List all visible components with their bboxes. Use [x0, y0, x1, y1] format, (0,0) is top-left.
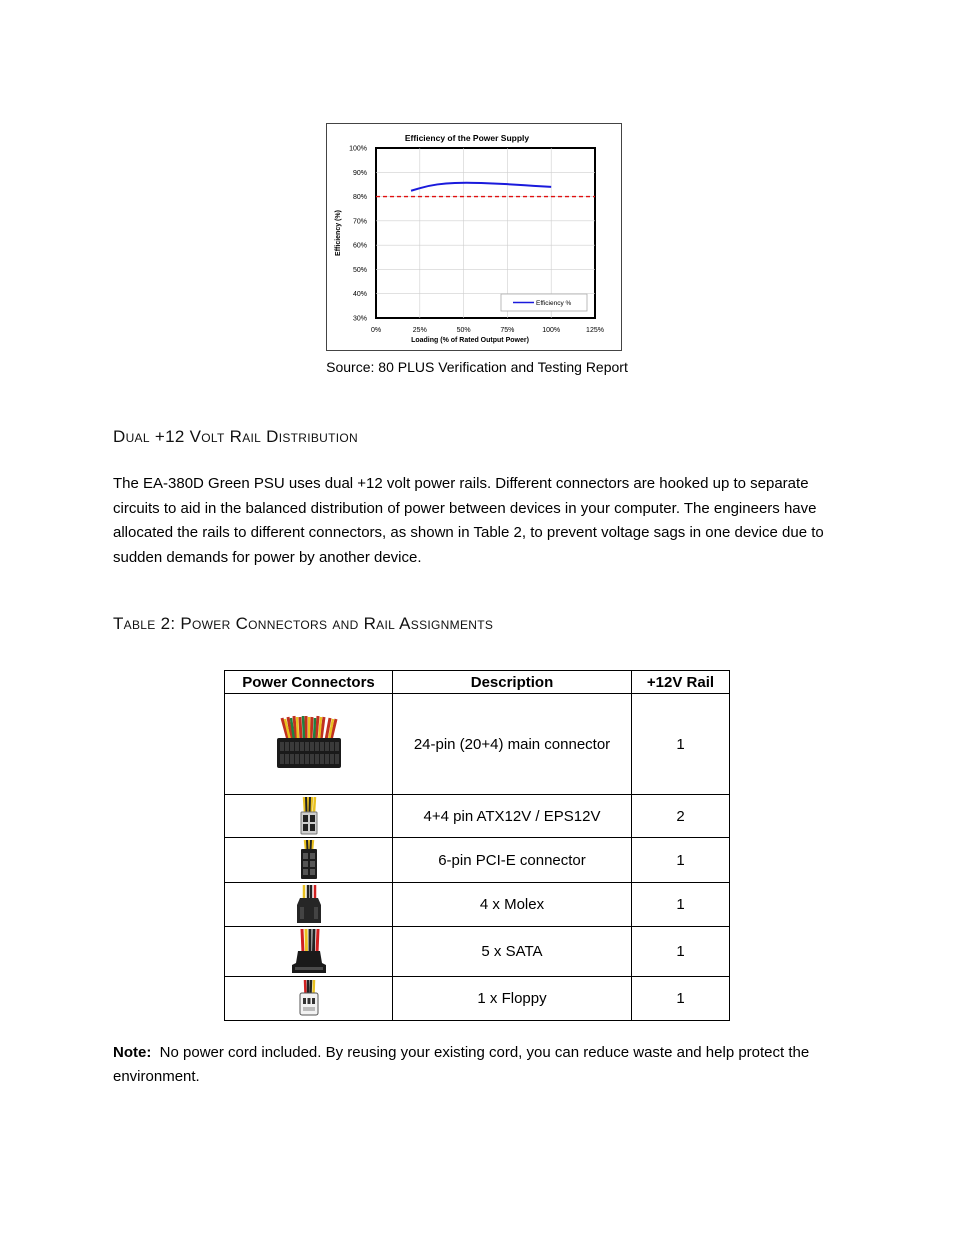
molex-connector-icon [294, 885, 324, 925]
connector-description: 6-pin PCI-E connector [393, 838, 632, 883]
table-heading: Table 2: Power Connectors and Rail Assignments [113, 614, 494, 633]
connector-rail: 2 [632, 795, 730, 838]
y-tick-label: 80% [352, 194, 367, 202]
x-tick-label: 75% [500, 327, 515, 334]
header-power-connectors: Power Connectors [225, 671, 393, 694]
table-row [225, 838, 730, 883]
atx-24pin-connector-icon [274, 714, 344, 774]
x-tick-label: 50% [456, 327, 471, 334]
y-tick-label: 90% [352, 169, 367, 177]
table-row [225, 927, 730, 977]
floppy-connector-icon [297, 980, 321, 1018]
efficiency-chart [326, 123, 622, 351]
table-row [225, 795, 730, 838]
connector-description: 5 x SATA [393, 927, 632, 977]
pcie-6pin-connector-icon [298, 840, 320, 880]
connector-description: 1 x Floppy [393, 977, 632, 1021]
connector-rail: 1 [632, 883, 730, 927]
section-heading: Dual +12 Volt Rail Distribution [113, 427, 359, 446]
y-tick-label: 70% [352, 218, 367, 226]
y-tick-label: 40% [352, 291, 367, 299]
x-tick-label: 0% [370, 327, 382, 334]
connector-image-cell [225, 977, 393, 1021]
connector-rail: 1 [632, 694, 730, 795]
y-tick-label: 60% [352, 242, 367, 250]
sata-connector-icon [289, 929, 329, 975]
header-description: Description [393, 671, 632, 694]
chart-title: Efficiency of the Power Supply [404, 133, 530, 143]
connector-description: 4 x Molex [393, 883, 632, 927]
connector-rail: 1 [632, 838, 730, 883]
chart-x-axis-label: Loading (% of Rated Output Power) [411, 337, 529, 344]
note-label: Note: [113, 1044, 152, 1061]
table-row [225, 883, 730, 927]
connector-rail: 1 [632, 927, 730, 977]
y-tick-label: 30% [352, 315, 367, 323]
table-header-row [225, 671, 730, 694]
efficiency-series-line [411, 183, 551, 191]
table-row [225, 977, 730, 1021]
note-paragraph [113, 1041, 848, 1089]
chart-plot-area [376, 148, 595, 318]
connector-image-cell [225, 694, 393, 795]
body-paragraph: The EA-380D Green PSU uses dual +12 volt power rails. Different connectors are hooked up to separate circuits to aid in the balanced distribution of power between devices in your computer. The engineers have allocated the rails to different connectors, as shown in Table 2, to prevent voltage sags in one device due to sudden demands for power by another device. [113, 475, 824, 566]
connector-rail: 1 [632, 977, 730, 1021]
connector-description: 4+4 pin ATX12V / EPS12V [393, 795, 632, 838]
y-tick-label: 50% [352, 266, 367, 274]
connector-image-cell [225, 927, 393, 977]
note-text: No power cord included. By reusing your existing cord, you can reduce waste and help protect the environment. [113, 1044, 810, 1085]
x-tick-label: 125% [586, 327, 604, 334]
y-tick-label: 100% [349, 145, 367, 153]
connector-image-cell [225, 883, 393, 927]
header-rail: +12V Rail [632, 671, 730, 694]
connectors-table [224, 670, 730, 1021]
connector-image-cell [225, 838, 393, 883]
connector-image-cell [225, 795, 393, 838]
atx12v-eps12v-connector-icon [298, 797, 320, 835]
x-tick-label: 25% [412, 327, 427, 334]
efficiency-chart-svg [327, 124, 621, 350]
legend-label: Efficiency % [536, 300, 572, 307]
x-tick-label: 100% [542, 327, 561, 334]
chart-y-axis-label: Efficiency (%) [335, 210, 342, 256]
chart-caption: Source: 80 PLUS Verification and Testing Report [326, 359, 628, 375]
table-row [225, 694, 730, 795]
connector-description: 24-pin (20+4) main connector [393, 694, 632, 795]
